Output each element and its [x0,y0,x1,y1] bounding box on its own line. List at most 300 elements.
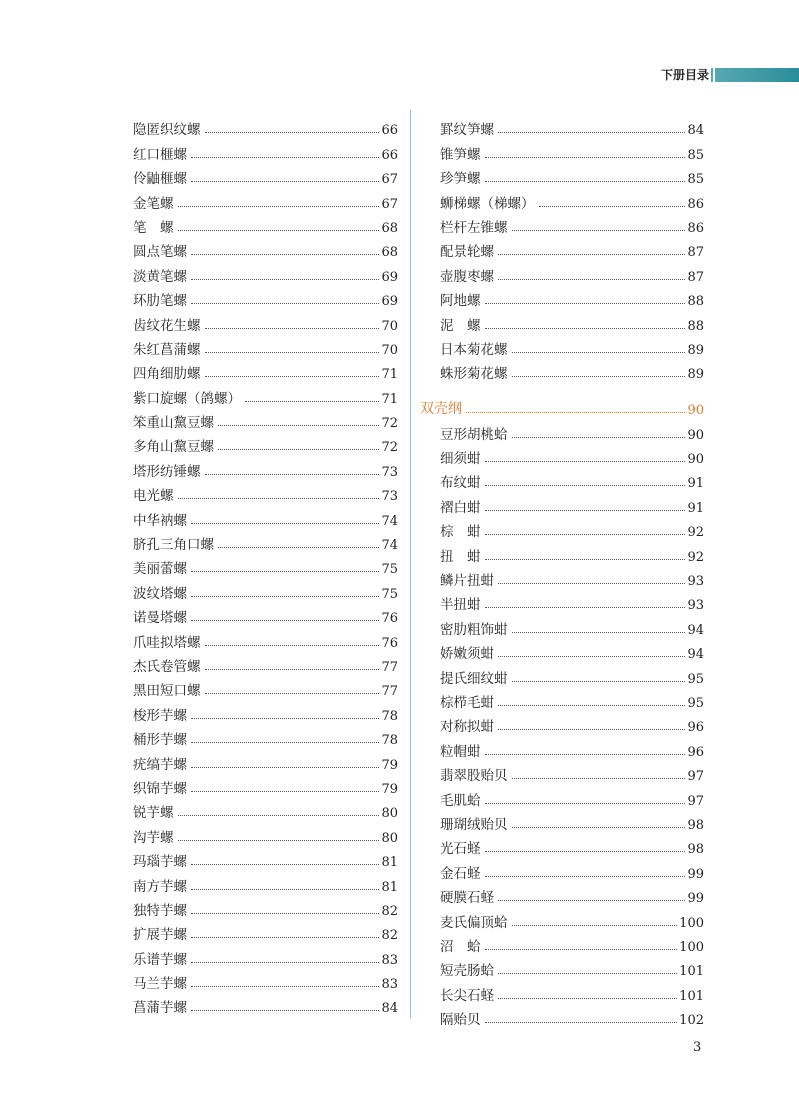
leader-dots [485,875,686,877]
toc-entry[interactable] [133,529,398,553]
leader-dots [485,156,686,158]
leader-dots [191,522,379,524]
entry-page: 89 [687,342,704,358]
entry-name: 粒帽蚶 [440,743,481,760]
leader-dots [485,753,686,755]
leader-dots [245,400,379,402]
entry-name: 美丽蕾螺 [133,561,187,578]
entry-page: 73 [381,489,398,505]
leader-dots [218,424,379,426]
entry-name: 日本菊花螺 [440,341,508,358]
leader-dots [205,327,380,329]
entry-name: 梭形芋螺 [133,707,187,724]
entry-name: 四角细肋螺 [133,366,201,383]
entry-name: 波纹塔螺 [133,585,187,602]
entry-page: 68 [381,220,398,236]
leader-dots [191,1009,379,1011]
entry-page: 68 [381,245,398,261]
entry-name: 黑田短口螺 [133,683,201,700]
leader-dots [512,631,686,633]
entry-page: 79 [381,781,398,797]
toc-entry[interactable] [133,358,398,382]
entry-name: 密肋粗饰蚶 [440,621,508,638]
entry-name: 桶形芋螺 [133,732,187,749]
entry-name: 布纹蚶 [440,475,481,492]
toc-entry[interactable] [133,163,398,187]
entry-name: 豆形胡桃蛤 [440,426,508,443]
toc-entry[interactable] [440,882,704,906]
leader-dots [498,728,685,730]
leader-dots [512,351,686,353]
leader-dots [512,680,686,682]
leader-dots [218,448,379,450]
leader-dots [498,704,685,706]
entry-page: 101 [679,988,704,1004]
entry-page: 76 [381,611,398,627]
leader-dots [205,644,380,646]
entry-name: 淡黄笔螺 [133,268,187,285]
toc-entry[interactable] [133,846,398,870]
toc-entry[interactable] [440,418,704,442]
leader-dots [485,509,686,511]
toc-entry[interactable] [440,114,704,138]
toc-entry[interactable] [133,236,398,260]
toc-entry[interactable] [440,163,704,187]
entry-name: 半扭蚶 [440,597,481,614]
leader-dots [498,253,685,255]
entry-name: 棕栉毛蚶 [440,694,494,711]
toc-entry[interactable] [133,724,398,748]
leader-dots [512,436,686,438]
leader-dots [178,229,380,231]
leader-dots [539,205,686,207]
toc-entry[interactable] [440,516,704,540]
entry-name: 隐匿织纹螺 [133,122,201,139]
toc-entry[interactable] [133,943,398,967]
entry-name: 南方芋螺 [133,878,187,895]
toc-entry[interactable] [440,687,704,711]
entry-name: 锐芋螺 [133,805,174,822]
entry-page: 69 [381,269,398,285]
entry-name: 罫纹笋螺 [440,122,494,139]
toc-entry[interactable] [440,760,704,784]
entry-page: 88 [687,294,704,310]
toc-entry[interactable] [133,895,398,919]
toc-entry[interactable] [440,260,704,284]
leader-dots [498,899,685,901]
toc-entry[interactable] [133,553,398,577]
section-name: 双壳纲 [420,401,462,418]
leader-dots [485,180,686,182]
toc-entry[interactable] [133,382,398,406]
entry-page: 98 [687,842,704,858]
entry-name: 多角山黧豆螺 [133,439,214,456]
leader-dots [191,717,379,719]
entry-name: 杰氏卷管螺 [133,658,201,675]
leader-dots [191,936,379,938]
toc-entry[interactable] [440,236,704,260]
entry-name: 扩展芋螺 [133,927,187,944]
leader-dots [498,972,677,974]
leader-dots [178,497,380,499]
toc-entry[interactable] [440,1004,704,1028]
toc-entry[interactable] [440,334,704,358]
leader-dots [178,814,380,816]
entry-page: 95 [687,695,704,711]
toc-section-heading[interactable] [420,382,704,418]
entry-page: 75 [381,562,398,578]
entry-name: 蛳梯螺（梯螺） [440,195,535,212]
entry-page: 94 [687,647,704,663]
toc-entry[interactable] [133,309,398,333]
leader-dots [205,351,380,353]
toc-entry[interactable] [440,358,704,382]
entry-page: 82 [381,928,398,944]
entry-name: 毛肌蛤 [440,792,481,809]
leader-dots [178,205,380,207]
entry-page: 96 [687,744,704,760]
entry-name: 鳞片扭蚶 [440,573,494,590]
entry-name: 棕 蚶 [440,524,481,541]
toc-entry[interactable] [133,992,398,1016]
toc-entry[interactable] [440,565,704,589]
toc-entry[interactable] [133,919,398,943]
leader-dots [485,484,686,486]
leader-dots [191,766,379,768]
entry-page: 67 [381,172,398,188]
entry-page: 81 [381,855,398,871]
entry-name: 配景轮螺 [440,244,494,261]
entry-page: 70 [381,318,398,334]
leader-dots [512,826,686,828]
toc-entry[interactable] [440,443,704,467]
entry-name: 塔形纺锤螺 [133,463,201,480]
toc-entry[interactable] [133,138,398,162]
leader-dots [498,997,677,999]
leader-dots [191,912,379,914]
toc-entry[interactable] [133,285,398,309]
entry-name: 光石蛏 [440,841,481,858]
entry-name: 中华衲螺 [133,512,187,529]
leader-dots [205,473,380,475]
entry-name: 织锦芋螺 [133,780,187,797]
entry-name: 紫口旋螺（鸽螺） [133,390,241,407]
toc-entry[interactable] [440,784,704,808]
toc-entry[interactable] [440,809,704,833]
entry-page: 100 [679,915,704,931]
toc-entry[interactable] [440,309,704,333]
entry-name: 硬膜石蛏 [440,890,494,907]
toc-entry[interactable] [440,491,704,515]
entry-page: 97 [687,793,704,809]
toc-entry[interactable] [133,651,398,675]
entry-page: 75 [381,586,398,602]
entry-page: 86 [687,220,704,236]
entry-page: 101 [679,964,704,980]
leader-dots [512,777,686,779]
toc-entry[interactable] [440,285,704,309]
entry-name: 沟芋螺 [133,829,174,846]
entry-page: 98 [687,817,704,833]
entry-page: 79 [381,757,398,773]
leader-dots [485,558,686,560]
section-page: 90 [687,403,704,419]
leader-dots [485,533,686,535]
toc-entry[interactable] [440,735,704,759]
entry-page: 72 [381,416,398,432]
entry-name: 翡翠股贻贝 [440,768,508,785]
leader-dots [485,1021,678,1023]
toc-left-column [133,114,398,1016]
entry-name: 独特芋螺 [133,902,187,919]
entry-name: 爪哇拟塔螺 [133,634,201,651]
leader-dots [191,595,379,597]
leader-dots [191,156,379,158]
entry-page: 90 [687,452,704,468]
entry-page: 83 [381,977,398,993]
entry-name: 对称拟蚶 [440,719,494,736]
leader-dots [205,668,380,670]
toc-entry[interactable] [440,540,704,564]
entry-name: 沼 蛤 [440,938,481,955]
entry-name: 玛瑙芋螺 [133,854,187,871]
entry-name: 乐谱芋螺 [133,951,187,968]
entry-name: 提氏细纹蚶 [440,670,508,687]
toc-entry[interactable] [133,626,398,650]
entry-page: 73 [381,464,398,480]
entry-name: 扭 蚶 [440,548,481,565]
leader-dots [191,741,379,743]
entry-page: 80 [381,830,398,846]
entry-page: 77 [381,684,398,700]
entry-name: 伶鼬榧螺 [133,171,187,188]
toc-entry[interactable] [133,675,398,699]
toc-entry[interactable] [133,212,398,236]
leader-dots [191,278,379,280]
toc-entry[interactable] [440,931,704,955]
entry-name: 圆点笔螺 [133,244,187,261]
toc-entry[interactable] [133,968,398,992]
toc-entry[interactable] [133,504,398,528]
entry-page: 83 [381,952,398,968]
entry-name: 疣缟芋螺 [133,756,187,773]
leader-dots [512,375,686,377]
leader-dots [485,327,686,329]
entry-name: 隔贻贝 [440,1012,481,1029]
toc-entry[interactable] [440,467,704,491]
entry-page: 85 [687,172,704,188]
leader-dots [191,888,379,890]
toc-entry[interactable] [133,797,398,821]
entry-page: 78 [381,733,398,749]
toc-entry[interactable] [133,431,398,455]
entry-name: 褶白蚶 [440,499,481,516]
entry-page: 76 [381,635,398,651]
leader-dots [498,131,685,133]
entry-page: 81 [381,879,398,895]
toc-entry[interactable] [440,979,704,1003]
entry-name: 长尖石蛏 [440,987,494,1004]
entry-page: 86 [687,196,704,212]
entry-page: 97 [687,769,704,785]
leader-dots [485,606,686,608]
entry-name: 马兰芋螺 [133,976,187,993]
entry-name: 诺曼塔螺 [133,610,187,627]
toc-entry[interactable] [440,857,704,881]
entry-name: 阿地螺 [440,293,481,310]
entry-page: 78 [381,708,398,724]
entry-page: 74 [381,538,398,554]
toc-entry[interactable] [133,480,398,504]
entry-page: 69 [381,294,398,310]
entry-page: 92 [687,549,704,565]
toc-entry[interactable] [440,906,704,930]
entry-name: 珍笋螺 [440,171,481,188]
entry-page: 88 [687,318,704,334]
entry-name: 笨重山黧豆螺 [133,415,214,432]
entry-page: 77 [381,659,398,675]
entry-name: 菖蒲芋螺 [133,1000,187,1017]
leader-dots [498,582,685,584]
entry-page: 93 [687,598,704,614]
entry-page: 102 [679,1013,704,1029]
leader-dots [191,180,379,182]
entry-name: 齿纹花生螺 [133,317,201,334]
toc-entry[interactable] [133,748,398,772]
entry-name: 环肋笔螺 [133,293,187,310]
toc-entry[interactable] [133,870,398,894]
toc-entry[interactable] [133,602,398,626]
entry-name: 泥 螺 [440,317,481,334]
entry-page: 91 [687,500,704,516]
entry-name: 栏杆左锥螺 [440,219,508,236]
entry-page: 99 [687,866,704,882]
toc-entry[interactable] [133,114,398,138]
toc-entry[interactable] [133,699,398,723]
entry-name: 脐孔三角口螺 [133,537,214,554]
entry-page: 96 [687,720,704,736]
entry-page: 87 [687,245,704,261]
entry-page: 91 [687,476,704,492]
toc-entry[interactable] [133,821,398,845]
entry-name: 短壳肠蛤 [440,963,494,980]
entry-name: 笔 螺 [133,219,174,236]
entry-name: 朱红菖蒲螺 [133,341,201,358]
leader-dots [485,948,678,950]
entry-name: 娇嫩须蚶 [440,646,494,663]
leader-dots [191,961,379,963]
toc-right-column [420,114,704,1029]
entry-page: 95 [687,671,704,687]
entry-page: 89 [687,367,704,383]
leader-dots [205,692,380,694]
toc-entry[interactable] [133,260,398,284]
entry-page: 92 [687,525,704,541]
leader-dots [498,655,685,657]
leader-dots [485,302,686,304]
entry-name: 锥笋螺 [440,146,481,163]
toc-entry[interactable] [133,773,398,797]
entry-page: 74 [381,513,398,529]
entry-page: 87 [687,269,704,285]
entry-name: 麦氏偏顶蛤 [440,914,508,931]
entry-name: 电光螺 [133,488,174,505]
leader-dots [205,131,380,133]
entry-page: 71 [381,391,398,407]
leader-dots [512,924,678,926]
entry-name: 壶腹枣螺 [440,268,494,285]
entry-name: 金笔螺 [133,195,174,212]
header-accent-stripe [711,68,713,82]
toc-entry[interactable] [133,577,398,601]
entry-page: 82 [381,903,398,919]
entry-page: 84 [381,1001,398,1017]
toc-entry[interactable] [133,455,398,479]
entry-page: 94 [687,622,704,638]
toc-entry[interactable] [440,138,704,162]
leader-dots [485,850,686,852]
leader-dots [485,460,686,462]
leader-dots [191,619,379,621]
entry-page: 72 [381,440,398,456]
toc-entry[interactable] [440,638,704,662]
entry-page: 93 [687,574,704,590]
entry-page: 85 [687,147,704,163]
entry-name: 蛛形菊花螺 [440,366,508,383]
toc-entry[interactable] [133,334,398,358]
entry-page: 100 [679,939,704,955]
leader-dots [191,302,379,304]
toc-entry[interactable] [440,662,704,686]
toc-entry[interactable] [133,187,398,211]
leader-dots [485,802,686,804]
toc-entry[interactable] [440,589,704,613]
entry-page: 71 [381,367,398,383]
toc-entry[interactable] [440,711,704,735]
leader-dots [191,985,379,987]
leader-dots [178,839,380,841]
entry-page: 99 [687,891,704,907]
leader-dots [512,229,686,231]
running-header [0,66,799,84]
entry-page: 66 [381,123,398,139]
toc-entry[interactable] [440,212,704,236]
leader-dots [218,546,379,548]
entry-page: 66 [381,147,398,163]
entry-name: 红口榧螺 [133,146,187,163]
toc-entry[interactable] [440,955,704,979]
entry-page: 67 [381,196,398,212]
leader-dots [191,863,379,865]
entry-name: 细须蚶 [440,451,481,468]
header-title: 下册目录 [660,68,709,82]
entry-name: 珊瑚绒贻贝 [440,816,508,833]
leader-dots [191,570,379,572]
entry-page: 84 [687,123,704,139]
page-number: 3 [693,1040,702,1055]
entry-page: 90 [687,427,704,443]
column-divider [410,110,411,1018]
leader-dots [191,253,379,255]
toc-entry[interactable] [133,407,398,431]
leader-dots [466,412,685,413]
entry-page: 70 [381,342,398,358]
toc-entry[interactable] [440,833,704,857]
leader-dots [205,375,380,377]
toc-entry[interactable] [440,187,704,211]
toc-entry[interactable] [440,613,704,637]
leader-dots [498,278,685,280]
